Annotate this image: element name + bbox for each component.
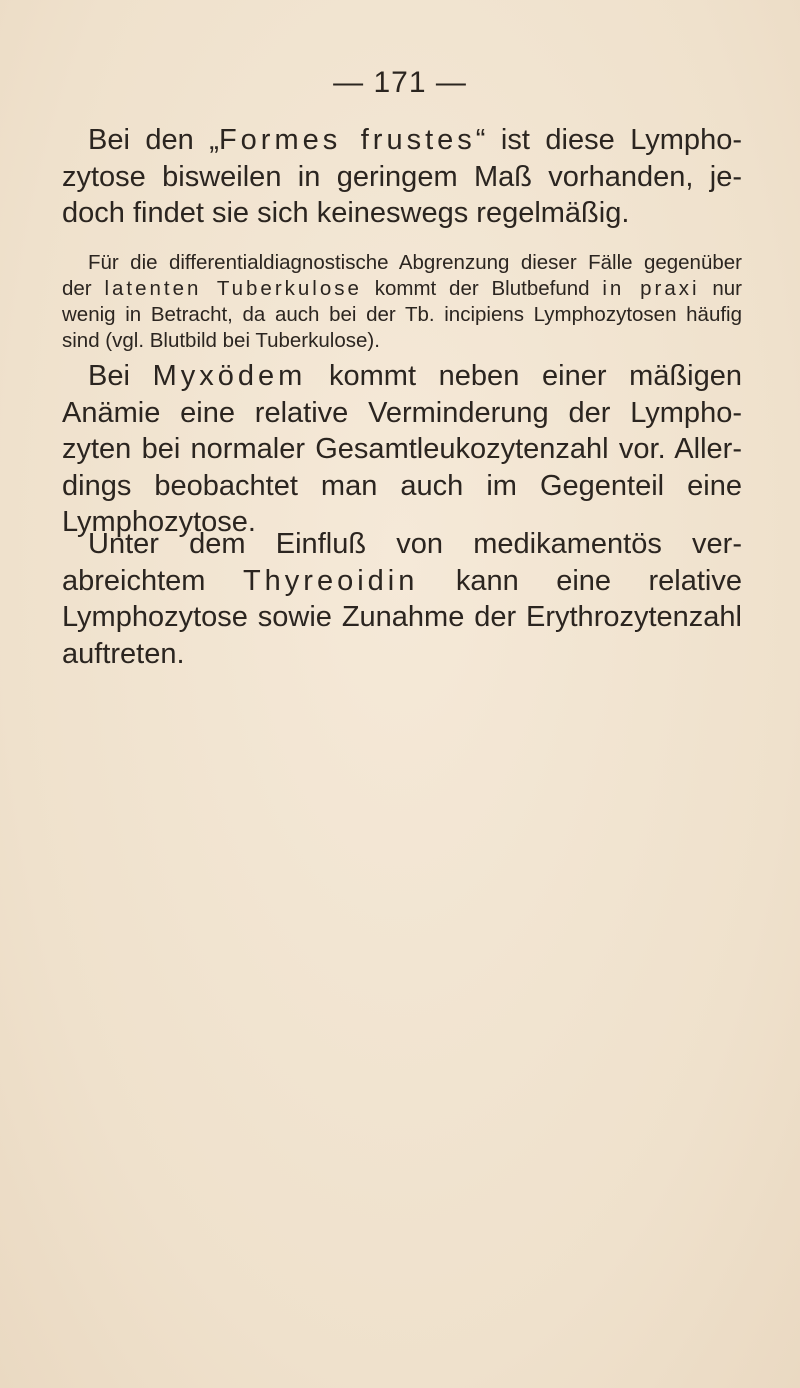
emphasis-text: Myxödem bbox=[152, 360, 307, 392]
paragraph-thyreoidin bbox=[62, 526, 742, 672]
text-run: Bei den „ bbox=[88, 124, 219, 156]
text-run: kommt der Blutbefund bbox=[361, 277, 603, 300]
paragraph-myxoedem bbox=[62, 358, 742, 541]
text-run: kann eine relative Lymphozytose sowie Zunahme der Erythrozytenzahl auftreten. bbox=[62, 564, 743, 670]
paragraph-formes-frustes bbox=[62, 122, 742, 232]
paragraph-differential-diagnosis bbox=[62, 250, 742, 354]
emphasis-text: Formes frustes bbox=[218, 124, 476, 156]
text-run: nur wenig in Betracht, da auch bei der Tb. incipiens Lymphozytosen häufig sind (vgl. Blutbild bei Tuberkulose). bbox=[62, 277, 743, 352]
text-run: Unter dem Einfluß von medikamentös verabreichtem bbox=[62, 528, 742, 597]
text-run: Bei bbox=[88, 360, 153, 392]
text-run: “ ist diese Lymphozytose bisweilen in geringem Maß vorhanden, jedoch findet sie sich keineswegs regelmäßig. bbox=[62, 124, 742, 229]
emphasis-text: latenten Tuberkulose bbox=[104, 277, 362, 300]
emphasis-text: Thyreoidin bbox=[242, 564, 419, 597]
text-run: kommt neben einer mäßigen Anämie eine relative Verminderung der Lymphozyten bei normaler Gesamtleukozytenzahl vor. Allerdings beobachtet man auch im Gegenteil eine Lymphozytose. bbox=[62, 360, 742, 538]
text-run: Für die differentialdiagnostische Abgrenzung dieser Fälle gegenüber der bbox=[62, 251, 742, 300]
page-number: — 171 — bbox=[333, 66, 467, 99]
emphasis-text: in praxi bbox=[602, 277, 700, 300]
